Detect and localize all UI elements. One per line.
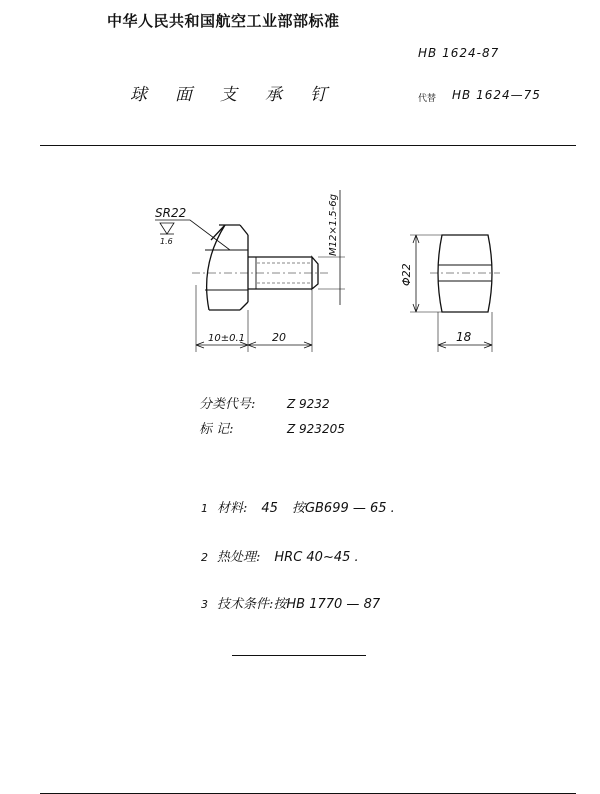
classification-code	[199, 393, 330, 412]
head-chamfer-bottom	[240, 302, 248, 310]
note-label: 热处理:	[217, 550, 261, 565]
technical-drawing	[140, 180, 520, 360]
note-value: 按HB 1770 — 87	[273, 597, 381, 612]
end-view-outline	[438, 235, 492, 312]
note-number: 3	[201, 598, 208, 611]
header-divider	[40, 145, 576, 146]
note-label: 技术条件:	[217, 597, 274, 612]
title-char: 钉	[310, 85, 327, 105]
sphere-radius-label: SR22	[155, 206, 187, 220]
sphere-face-outline	[207, 225, 225, 310]
note-reference: 按GB699 — 65 .	[291, 501, 395, 516]
marking	[199, 418, 345, 437]
title-char: 承	[265, 85, 282, 105]
title-char: 支	[220, 85, 237, 105]
note-number: 1	[201, 502, 208, 515]
thread-spec-label: M12×1.5-6g	[328, 194, 339, 256]
head-length-label: 10±0.1	[208, 333, 246, 344]
note-value: HRC 40~45 .	[274, 550, 359, 565]
note-heat-treatment	[201, 546, 359, 565]
marking-value: Z 923205	[287, 422, 345, 436]
standard-number: HB 1624-87	[418, 46, 500, 60]
diameter-label: Φ22	[400, 263, 413, 286]
title-char: 球	[130, 85, 147, 105]
note-label: 材料:	[217, 501, 248, 516]
note-number: 2	[201, 551, 208, 564]
note-material	[201, 497, 395, 516]
end-line	[232, 655, 366, 656]
title-char: 面	[175, 85, 192, 105]
width-label: 18	[456, 330, 472, 344]
note-value: 45	[261, 501, 278, 516]
classification-code-value: Z 9232	[287, 397, 330, 411]
head-chamfer-right	[240, 225, 248, 235]
note-technical-conditions	[201, 593, 380, 612]
roughness-label: 1.6	[160, 237, 173, 246]
replaced-standard-number: HB 1624—75	[452, 88, 541, 102]
classification-code-label: 分类代号:	[199, 397, 256, 412]
shank-length-label: 20	[272, 331, 286, 344]
issuing-authority: 中华人民共和国航空工业部部标准	[107, 12, 340, 30]
document-title	[130, 80, 355, 105]
replaces-label: 代替	[418, 94, 437, 104]
marking-label: 标 记:	[199, 422, 234, 437]
